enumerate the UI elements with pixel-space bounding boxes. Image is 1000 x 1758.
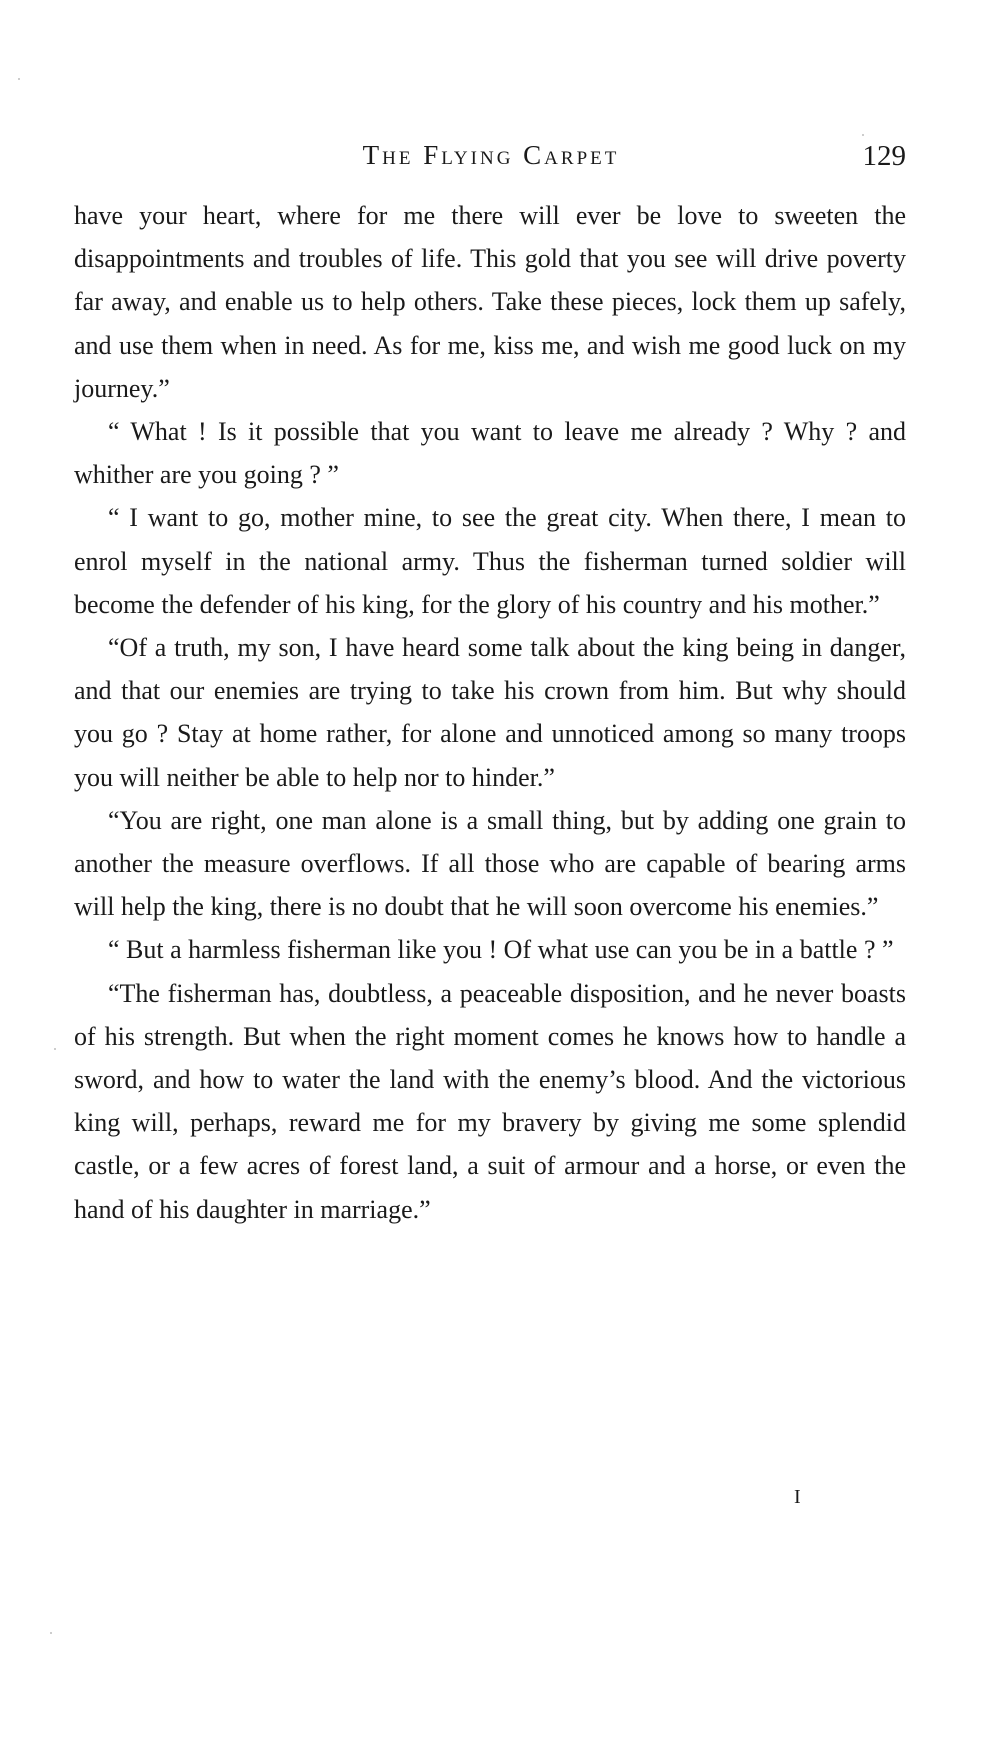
paragraph: “ What ! Is it possible that you want to leave me already ? Why ? and whither are you going ? ” [74,417,906,490]
paragraph: “The fisherman has, doubtless, a peaceable disposition, and he never boasts of his strength. But when the right moment comes he knows how to handle a sword, and how to water the land with the enemy’s blood. And the victorious king will, perhaps, reward me for my bravery by giving me some splendid castle, or a few acres of forest land, a suit of armour and a horse, or even the hand of his daughter in marriage.” [74,978,906,1224]
scan-speck [18,78,20,80]
scan-speck [862,134,864,136]
paragraph: “You are right, one man alone is a small thing, but by adding one grain to another the measure overflows. If all those who are capable of bearing arms will help the king, there is no doubt that he will soon overcome his enemies.” [74,805,906,922]
running-title: The Flying Carpet [362,140,620,170]
signature-mark: I [794,1486,801,1508]
paragraph: “ I want to go, mother mine, to see the great city. When there, I mean to enrol myself in the national army. Thus the fisherman turned soldier will become the defender of his king, for the glory of his country and his mother.” [74,503,906,619]
paragraph: “ But a harmless fisherman like you ! Of what use can you be in a battle ? ” [108,935,894,965]
paragraph: “Of a truth, my son, I have heard some talk about the king being in danger, and that our enemies are trying to take his crown from him. But why should you go ? Stay at home rather, for alone and unnoticed among so many troops you will neither be able to help nor to hinder.” [74,633,906,792]
body-text [74,194,906,1231]
scan-speck [50,1632,52,1634]
paragraph: have your heart, where for me there will ever be love to sweeten the disappointments and troubles of life. This gold that you see will drive poverty far away, and enable us to help others. Take these pieces, lock them up safely, and use them when in need. As for me, kiss me, and wish me good luck on my journey.” [74,201,906,403]
scan-speck [54,1048,56,1050]
running-head [76,140,906,180]
page-number: 129 [862,140,906,172]
